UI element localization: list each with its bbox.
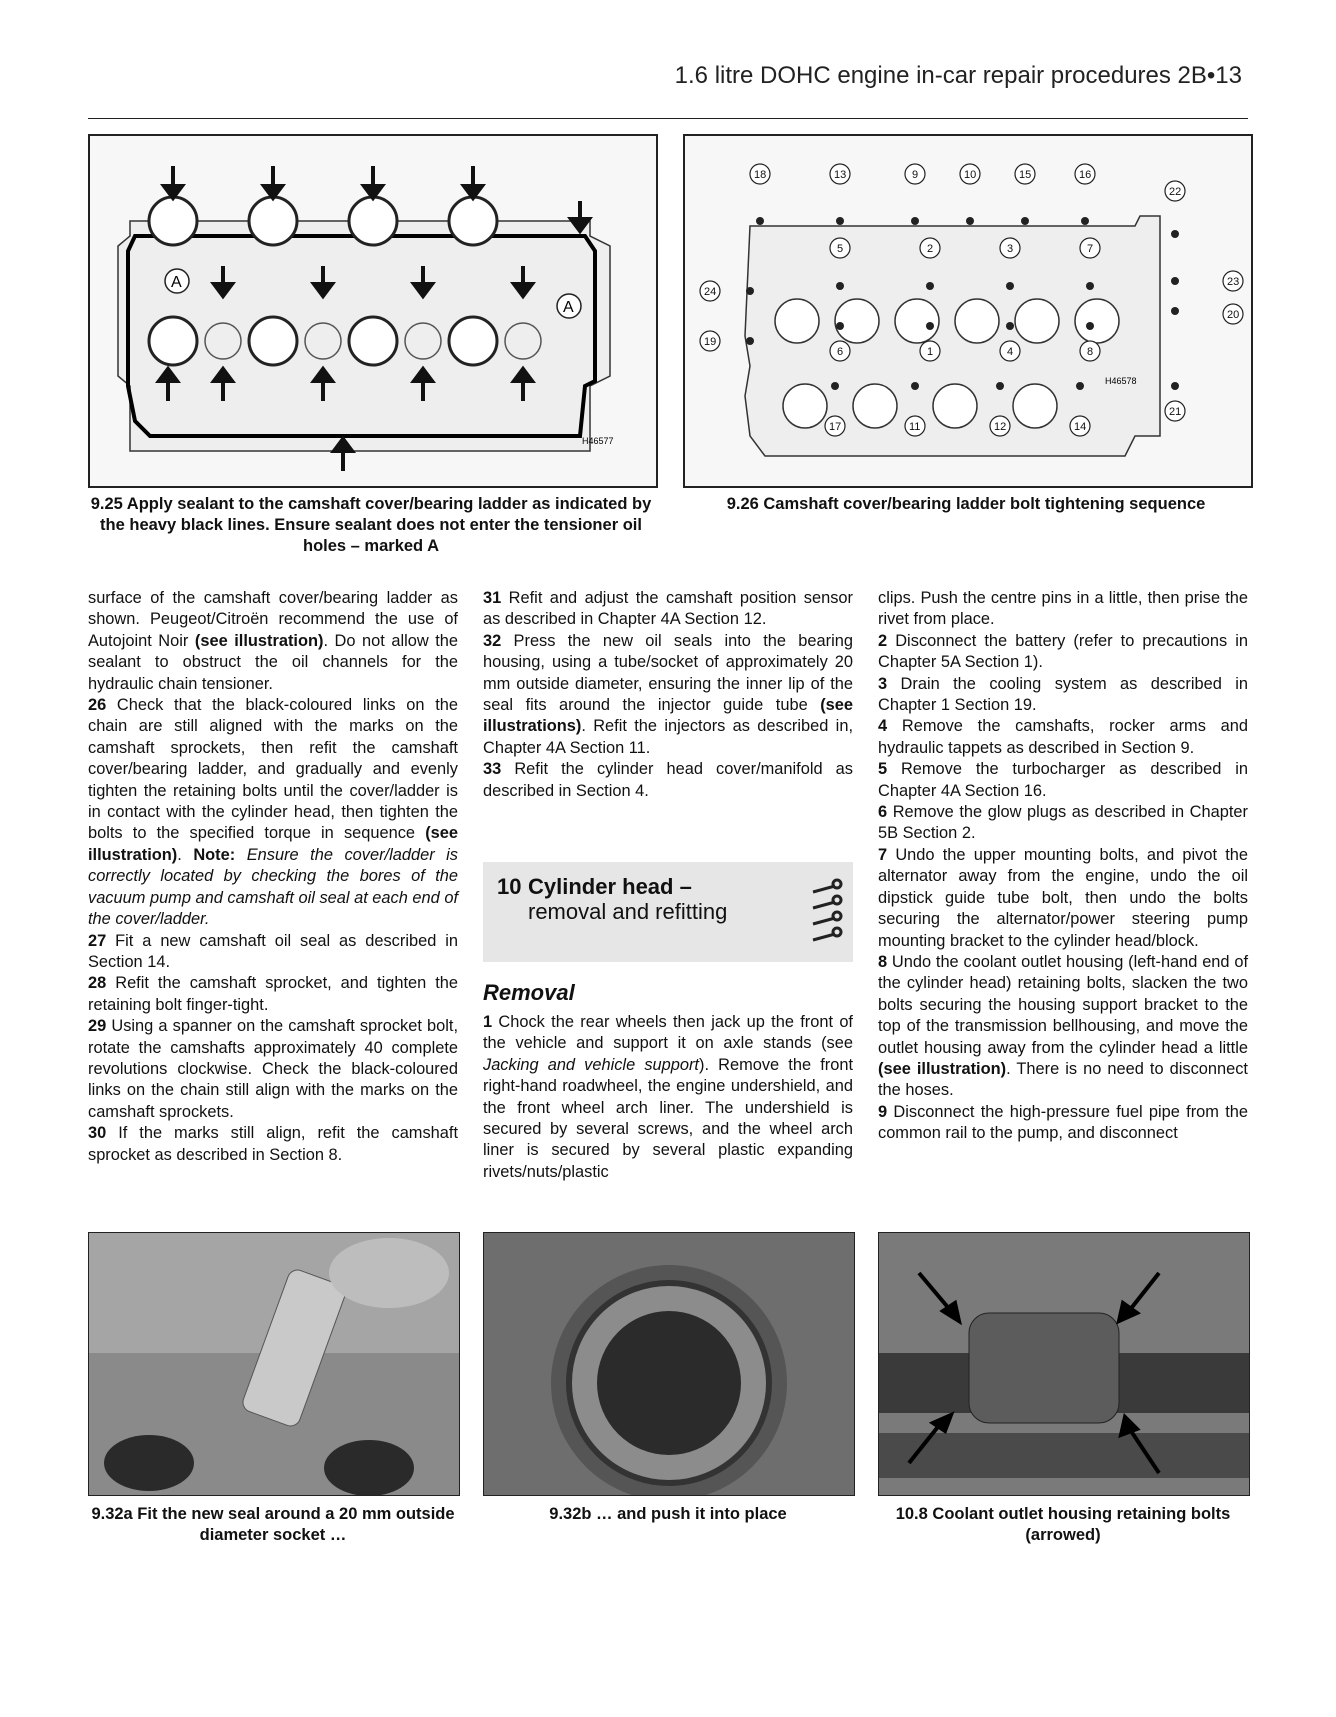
removal-heading: Removal	[483, 980, 575, 1005]
text-column-1	[88, 588, 458, 1166]
photo-seal-socket-image	[89, 1233, 459, 1495]
text-column-2	[483, 588, 853, 802]
svg-text:1: 1	[927, 346, 934, 358]
paragraph: 9 Disconnect the high-pressure fuel pipe from the common rail to the pump, and disconnect	[878, 1102, 1248, 1143]
figure-9-26-diagram	[683, 134, 1253, 488]
photo-caption-9-32b: 9.32b … and push it into place	[549, 1505, 787, 1523]
photo-caption-10-8: 10.8 Coolant outlet housing retaining bolts (arrowed)	[895, 1505, 1231, 1544]
photo-seal-socket	[88, 1232, 460, 1496]
paragraph: 33 Refit the cylinder head cover/manifold as described in Section 4.	[483, 760, 853, 800]
paragraph: 30 If the marks still align, refit the camshaft sprocket as described in Section 8.	[88, 1124, 458, 1164]
svg-text:20: 20	[1227, 309, 1240, 321]
svg-text:16: 16	[1079, 169, 1092, 181]
spanner-difficulty-icon	[807, 872, 843, 954]
svg-text:13: 13	[834, 169, 847, 181]
photo-seal-pushed	[483, 1232, 855, 1496]
svg-text:7: 7	[1087, 243, 1094, 255]
svg-text:18: 18	[754, 169, 767, 181]
paragraph: 28 Refit the camshaft sprocket, and tighten the retaining bolt finger-tight.	[88, 974, 458, 1014]
photo-coolant-housing-image	[879, 1233, 1249, 1495]
svg-text:21: 21	[1169, 406, 1182, 418]
section-title: Cylinder head –	[528, 874, 692, 899]
svg-text:15: 15	[1019, 169, 1032, 181]
text-column-3	[878, 588, 1248, 1145]
svg-text:5: 5	[837, 243, 844, 255]
svg-text:2: 2	[927, 243, 934, 255]
svg-text:11: 11	[909, 421, 921, 433]
page-title: 1.6 litre DOHC engine in-car repair procedures 2B•13	[674, 62, 1242, 89]
svg-text:H46578: H46578	[1105, 376, 1137, 386]
svg-text:22: 22	[1169, 186, 1182, 198]
paragraph: 6 Remove the glow plugs as described in Chapter 5B Section 2.	[878, 803, 1248, 843]
figure-9-25-caption: 9.25 Apply sealant to the camshaft cover/bearing ladder as indicated by the heavy black lines. Ensure sealant does not enter the tensioner oil holes – marked A	[90, 495, 652, 555]
svg-text:19: 19	[704, 336, 717, 348]
svg-text:A: A	[171, 274, 182, 291]
photo-caption-9-32a: 9.32a Fit the new seal around a 20 mm outside diameter socket …	[91, 1505, 455, 1544]
paragraph: 4 Remove the camshafts, rocker arms and hydraulic tappets as described in Section 9.	[878, 717, 1248, 757]
camshaft-cover-sealant-diagram	[90, 136, 656, 486]
paragraph: 31 Refit and adjust the camshaft position sensor as described in Chapter 4A Section 12.	[483, 589, 853, 629]
svg-text:24: 24	[704, 286, 717, 298]
paragraph: 26 Check that the black-coloured links on the chain are still aligned with the marks on the camshaft sprockets, then refit the camshaft cover/bearing ladder, and gradually and evenly tighten the retaining bolts until the cover/ladder is in contact with the cylinder head, then tighten the bolts to the specified torque in sequence (see illustration). Note: Ensure the cover/ladder is correctly located by checking the bores of the vacuum pump and camshaft oil seal at each end of the cover/ladder.	[88, 696, 458, 929]
svg-text:H46577: H46577	[582, 436, 614, 446]
section-number: 10	[497, 874, 522, 899]
svg-text:9: 9	[912, 169, 919, 181]
paragraph: 7 Undo the upper mounting bolts, and pivot the alternator away from the engine, undo the oil dipstick guide tube bolt, then undo the bolts securing the alternator/power steering pump mounting bracket to the cylinder head/block.	[878, 845, 1248, 950]
svg-text:A: A	[563, 299, 574, 316]
svg-text:23: 23	[1227, 276, 1240, 288]
paragraph: 27 Fit a new camshaft oil seal as described in Section 14.	[88, 931, 458, 971]
paragraph: 29 Using a spanner on the camshaft sprocket bolt, rotate the camshafts approximately 40 complete revolutions clockwise. Check the black-coloured links on the chain still align with the marks on the camshaft sprockets.	[88, 1017, 458, 1121]
svg-text:17: 17	[829, 421, 842, 433]
paragraph: 5 Remove the turbocharger as described in Chapter 4A Section 16.	[878, 760, 1248, 800]
figure-9-25-diagram	[88, 134, 658, 488]
figure-9-26-caption: 9.26 Camshaft cover/bearing ladder bolt tightening sequence	[726, 495, 1206, 513]
bolt-tightening-sequence-diagram	[685, 136, 1251, 486]
svg-text:4: 4	[1007, 346, 1014, 358]
svg-text:10: 10	[964, 169, 977, 181]
photo-coolant-housing	[878, 1232, 1250, 1496]
section-subtitle: removal and refitting	[528, 899, 728, 924]
svg-text:8: 8	[1087, 346, 1094, 358]
paragraph: 8 Undo the coolant outlet housing (left-hand end of the cylinder head) retaining bolts, slacken the two bolts securing the housing support bracket to the top of the transmission bellhousing, and move the outlet housing away from the cylinder head a little (see illustration). There is no need to disconnect the hoses.	[878, 952, 1248, 1100]
svg-text:14: 14	[1074, 421, 1087, 433]
paragraph: 3 Drain the cooling system as described in Chapter 1 Section 19.	[878, 674, 1248, 715]
section-heading-box	[483, 862, 853, 962]
paragraph: clips. Push the centre pins in a little, then prise the rivet from place.	[878, 589, 1248, 629]
text-column-2-bottom	[483, 1012, 853, 1183]
paragraph: 32 Press the new oil seals into the bearing housing, using a tube/socket of approximately 20 mm outside diameter, ensuring the inner lip of the seal fits around the injector guide tube (see illustrations). Refit the injectors as described in, Chapter 4A Section 11.	[483, 631, 853, 757]
svg-text:6: 6	[837, 346, 844, 358]
page-header	[88, 62, 1248, 119]
svg-text:12: 12	[994, 421, 1007, 433]
paragraph: 2 Disconnect the battery (refer to precautions in Chapter 5A Section 1).	[878, 631, 1249, 672]
paragraph: 1 Chock the rear wheels then jack up the front of the vehicle and support it on axle stands (see Jacking and vehicle support). Remove the front right-hand roadwheel, the engine undershield, and the front wheel arch liner. The undershield is secured by several screws, and the wheel arch liner is secured by several plastic expanding rivets/nuts/plastic	[483, 1013, 853, 1181]
photo-seal-pushed-image	[484, 1233, 854, 1495]
svg-text:3: 3	[1007, 243, 1014, 255]
paragraph: surface of the camshaft cover/bearing ladder as shown. Peugeot/Citroën recommend the use of Autojoint Noir (see illustration). Do not allow the sealant to obstruct the oil channels for the hydraulic chain tensioner.	[88, 589, 458, 693]
